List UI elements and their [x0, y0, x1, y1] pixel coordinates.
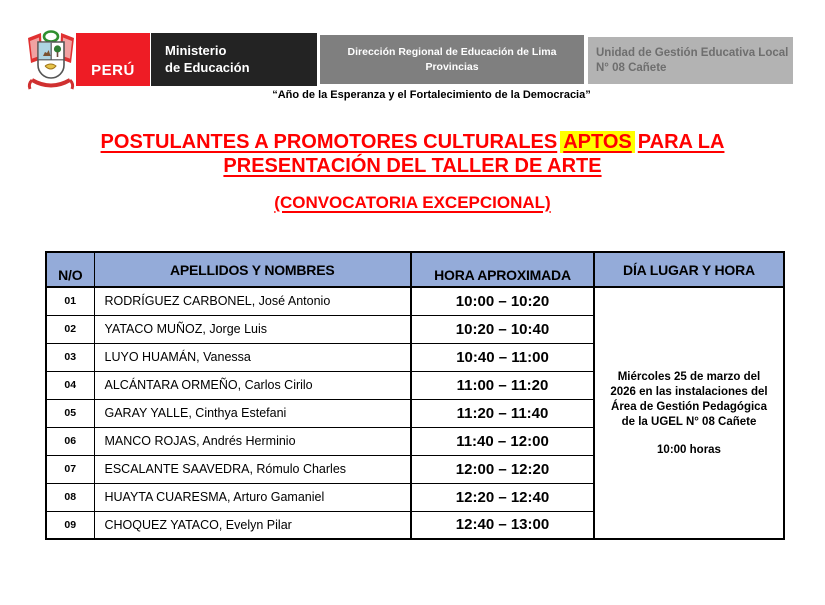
title-text-before: POSTULANTES A PROMOTORES CULTURALES: [100, 131, 558, 153]
table-row: [46, 287, 784, 315]
row-number: 03: [46, 343, 94, 371]
candidate-name: MANCO ROJAS, Andrés Herminio: [94, 427, 411, 455]
candidate-name: LUYO HUAMÁN, Vanessa: [94, 343, 411, 371]
candidate-name: GARAY YALLE, Cinthya Estefani: [94, 399, 411, 427]
candidate-name: YATACO MUÑOZ, Jorge Luis: [94, 315, 411, 343]
row-number: 09: [46, 511, 94, 539]
candidates-table: [45, 251, 785, 540]
row-number: 05: [46, 399, 94, 427]
candidate-name: CHOQUEZ YATACO, Evelyn Pilar: [94, 511, 411, 539]
column-header-venue: DÍA LUGAR Y HORA: [594, 252, 784, 287]
candidate-name: ESCALANTE SAAVEDRA, Rómulo Charles: [94, 455, 411, 483]
aptos-highlight: APTOS: [560, 131, 635, 153]
title-text-after: PARA LA: [637, 131, 725, 153]
venue-description: Miércoles 25 de marzo del 2026 en las instalaciones del Área de Gestión Pedagógica de la UGEL N° 08 Cañete: [610, 371, 768, 428]
peru-coat-of-arms-icon: [23, 28, 79, 96]
time-slot: 11:20 – 11:40: [411, 399, 594, 427]
time-slot: 11:00 – 11:20: [411, 371, 594, 399]
time-slot: 12:40 – 13:00: [411, 511, 594, 539]
page-title-line-2: PRESENTACIÓN DEL TALLER DE ARTE: [223, 155, 602, 177]
candidate-name: RODRÍGUEZ CARBONEL, José Antonio: [94, 287, 411, 315]
row-number: 02: [46, 315, 94, 343]
peru-banner: [76, 33, 150, 86]
row-number: 06: [46, 427, 94, 455]
year-motto: “Año de la Esperanza y el Fortalecimiento de la Democracia”: [272, 89, 591, 101]
row-number: 07: [46, 455, 94, 483]
row-number: 08: [46, 483, 94, 511]
row-number: 04: [46, 371, 94, 399]
column-header-no: N/O: [46, 252, 94, 287]
ministry-line2: de Educación: [165, 59, 250, 75]
column-header-name: APELLIDOS Y NOMBRES: [94, 252, 411, 287]
venue-start-time: 10:00 horas: [657, 443, 721, 456]
table-header-row: [46, 252, 784, 287]
candidate-name: ALCÁNTARA ORMEÑO, Carlos Cirilo: [94, 371, 411, 399]
time-slot: 10:00 – 10:20: [411, 287, 594, 315]
ugel-banner: [588, 37, 793, 84]
time-slot: 10:20 – 10:40: [411, 315, 594, 343]
ugel-line2: N° 08 Cañete: [596, 61, 667, 74]
time-slot: 10:40 – 11:00: [411, 343, 594, 371]
ugel-line1: Unidad de Gestión Educativa Local: [596, 46, 789, 59]
row-number: 01: [46, 287, 94, 315]
ministry-banner: [151, 33, 317, 86]
dre-lima-label: Dirección Regional de Educación de Lima Provincias: [347, 46, 557, 73]
time-slot: 12:00 – 12:20: [411, 455, 594, 483]
dre-lima-banner: [320, 35, 584, 84]
candidate-name: HUAYTA CUARESMA, Arturo Gamaniel: [94, 483, 411, 511]
title-block: [0, 130, 825, 213]
venue-cell: [594, 287, 784, 539]
column-header-time: HORA APROXIMADA: [411, 252, 594, 287]
time-slot: 12:20 – 12:40: [411, 483, 594, 511]
peru-label: PERÚ: [91, 62, 135, 79]
ministry-line1: Ministerio: [165, 42, 227, 58]
time-slot: 11:40 – 12:00: [411, 427, 594, 455]
page-subtitle: (CONVOCATORIA EXCEPCIONAL): [274, 193, 551, 212]
page-title-line-1: [0, 130, 825, 154]
